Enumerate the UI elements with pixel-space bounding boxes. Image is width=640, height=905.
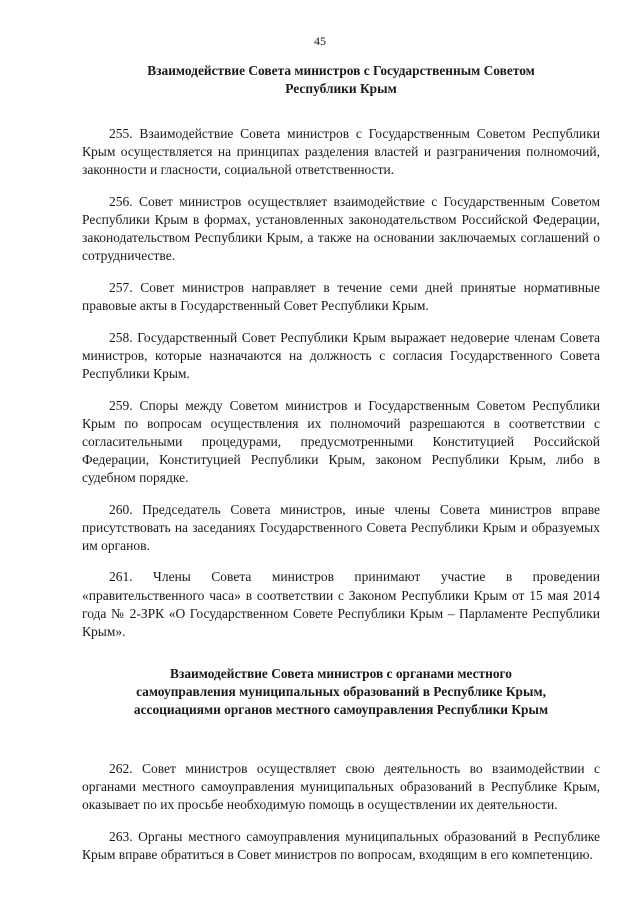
heading-line: Взаимодействие Совета министров с органами местного — [170, 665, 512, 681]
paragraph-261: 261. Члены Совета министров принимают участие в проведении «правительственного часа» в соответствии с Законом Республики Крым от 15 мая 2014 года № 2-ЗРК «О Государственном Совете Республики Крым – Парламенте Республики Крым». — [82, 569, 600, 639]
paragraph-259: 259. Споры между Советом министров и Государственным Советом Республики Крым по вопросам осуществления их полномочий разрешаются в соответствии с согласительными процедурами, предусмотренными Конституцией Российской Федерации, Конституцией Республики Крым, законом Республики Крым, либо в судебном порядке. — [82, 397, 600, 485]
paragraph-263: 263. Органы местного самоуправления муниципальных образований в Республике Крым вправе обратиться в Совет министров по вопросам, входящим в его компетенцию. — [82, 828, 600, 862]
heading-line: Республики Крым — [285, 81, 397, 96]
paragraph-258: 258. Государственный Совет Республики Крым выражает недоверие членам Совета министров, которые назначаются на должность с согласия Государственного Совета Республики Крым. — [82, 329, 600, 381]
paragraph-260: 260. Председатель Совета министров, иные члены Совета министров вправе присутствовать на заседаниях Государственного Совета Республики Крым и образуемых им органов. — [82, 501, 600, 553]
document-body — [82, 62, 600, 877]
heading-line: Взаимодействие Совета министров с Государственным Советом — [147, 63, 535, 78]
page-number: 45 — [314, 34, 326, 48]
section-heading-state-council — [82, 62, 600, 98]
paragraph-257: 257. Совет министров направляет в течение семи дней принятые нормативные правовые акты в Государственный Совет Республики Крым. — [82, 279, 600, 313]
paragraph-256: 256. Совет министров осуществляет взаимодействие с Государственным Советом Республики Крым в формах, установленных законодательством Российской Федерации, законодательством Республики Крым, а также на основании заключаемых соглашений о сотрудничестве. — [82, 193, 600, 264]
heading-line: самоуправления муниципальных образований в Республике Крым, — [136, 683, 546, 699]
paragraph-262: 262. Совет министров осуществляет свою деятельность во взаимодействии с органами местного самоуправления муниципальных образований в Республике Крым, оказывает по их просьбе необходимую помощь в осуществлении их деятельности. — [82, 760, 600, 812]
heading-line: ассоциациями органов местного самоуправления Республики Крым — [133, 701, 549, 717]
section-heading-local-government — [82, 665, 600, 719]
paragraph-255: 255. Взаимодействие Совета министров с Государственным Советом Республики Крым осуществляется на принципах разделения властей и разграничения полномочий, законности и гласности, социальной ответственности. — [82, 126, 600, 178]
